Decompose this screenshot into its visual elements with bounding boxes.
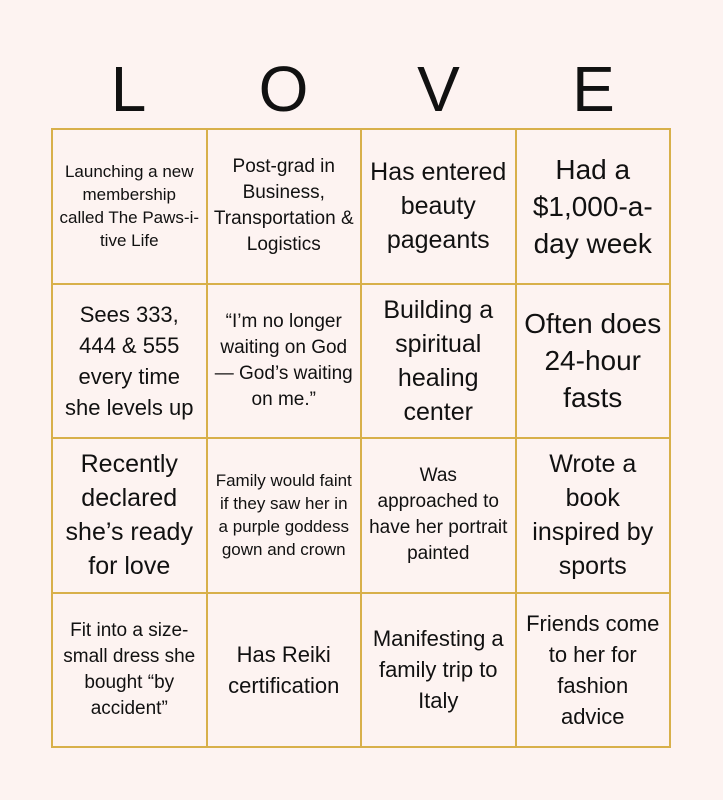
cell-text: Was approached to have her portrait painted bbox=[369, 465, 508, 565]
bingo-cell[interactable] bbox=[207, 129, 362, 284]
bingo-cell[interactable] bbox=[516, 284, 671, 439]
bingo-cell[interactable] bbox=[207, 284, 362, 439]
header-letter-e: E bbox=[572, 53, 615, 125]
bingo-cell[interactable] bbox=[52, 438, 207, 593]
cell-text: Sees 333, 444 & 555 every time she levels up bbox=[65, 301, 194, 420]
bingo-cell[interactable] bbox=[361, 284, 516, 439]
cell-text: Wrote a book inspired by sports bbox=[532, 450, 654, 581]
header-letter-o: O bbox=[258, 53, 309, 125]
cell-text: Recently declared she’s ready for love bbox=[65, 450, 193, 581]
bingo-cell[interactable] bbox=[516, 593, 671, 748]
bingo-cell[interactable] bbox=[52, 284, 207, 439]
bingo-cell[interactable] bbox=[207, 438, 362, 593]
cell-text: Had a $1,000-a-day week bbox=[532, 153, 653, 259]
header-letter-v: V bbox=[417, 53, 460, 125]
bingo-cell[interactable] bbox=[52, 129, 207, 284]
cell-text: Launching a new membership called The Paws-i-tive Life bbox=[59, 162, 200, 251]
cell-text: Fit into a size-small dress she bought “by accident” bbox=[63, 619, 196, 719]
bingo-board bbox=[51, 128, 671, 748]
bingo-cell[interactable] bbox=[516, 129, 671, 284]
cell-text: “I’m no longer waiting on God — God’s waiting on me.” bbox=[214, 310, 353, 410]
cell-text: Has Reiki certification bbox=[228, 641, 340, 698]
bingo-cell[interactable] bbox=[52, 593, 207, 748]
bingo-cell[interactable] bbox=[361, 129, 516, 284]
bingo-header bbox=[51, 50, 671, 128]
header-letter-l: L bbox=[110, 53, 147, 125]
bingo-cell[interactable] bbox=[207, 593, 362, 748]
cell-text: Manifesting a family trip to Italy bbox=[372, 626, 504, 714]
cell-text: Friends come to her for fashion advice bbox=[526, 610, 660, 729]
cell-text: Building a spiritual healing center bbox=[383, 295, 494, 426]
cell-text: Family would faint if they saw her in a purple goddess gown and crown bbox=[215, 471, 352, 560]
bingo-cell[interactable] bbox=[361, 593, 516, 748]
cell-text: Post-grad in Business, Transportation & Logistics bbox=[213, 156, 354, 256]
bingo-cell[interactable] bbox=[361, 438, 516, 593]
bingo-cell[interactable] bbox=[516, 438, 671, 593]
cell-text: Has entered beauty pageants bbox=[370, 158, 507, 255]
cell-text: Often does 24-hour fasts bbox=[524, 308, 662, 414]
